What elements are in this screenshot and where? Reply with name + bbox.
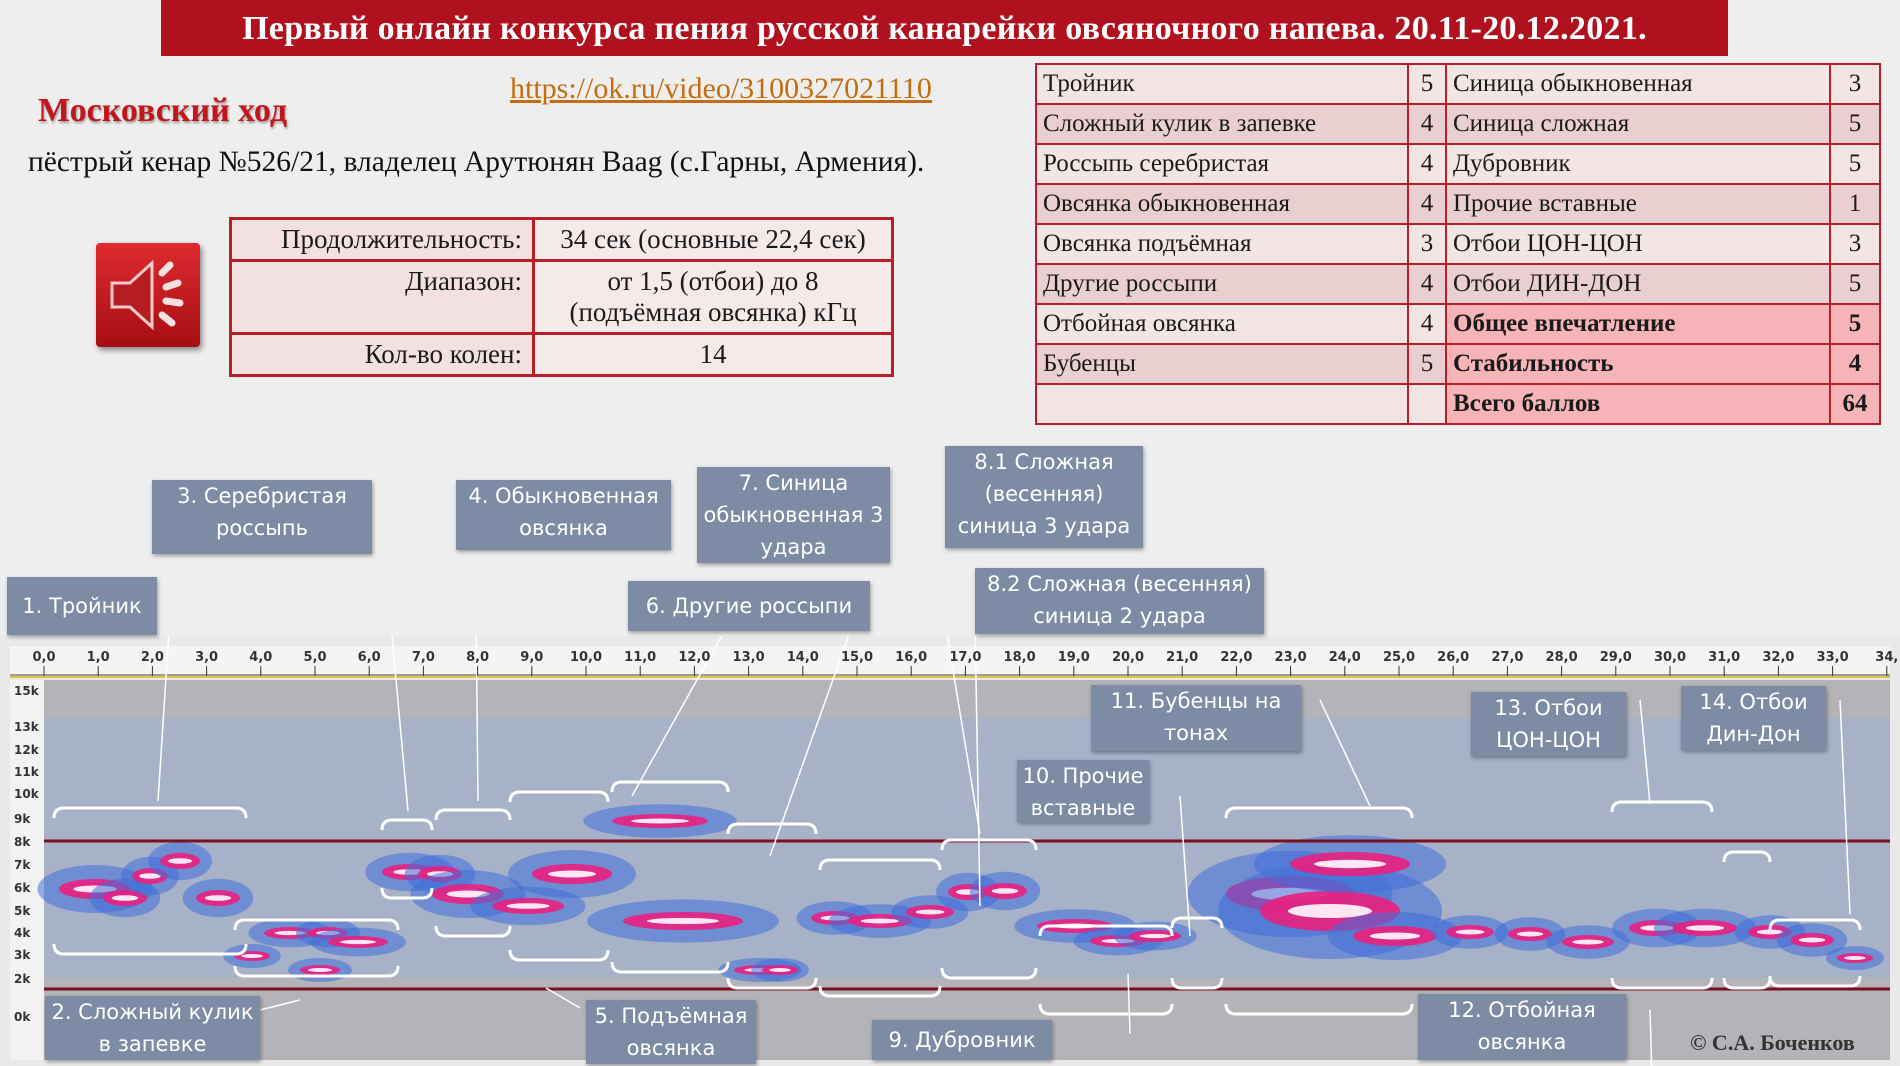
score-value: 5 xyxy=(1830,264,1880,304)
time-tick-label: 15,0 xyxy=(840,650,874,665)
score-value: 3 xyxy=(1830,64,1880,104)
info-row xyxy=(231,219,893,261)
video-link[interactable]: https://ok.ru/video/3100327021110 xyxy=(510,72,932,105)
score-row xyxy=(1036,304,1880,344)
spectro-peak xyxy=(1572,940,1603,945)
callout-9: 9. Дубровник xyxy=(872,1020,1052,1060)
time-tick-label: 30,0 xyxy=(1653,650,1687,665)
time-tick-label: 0,0 xyxy=(32,650,56,665)
time-tick-label: 19,0 xyxy=(1057,650,1090,665)
score-value: 4 xyxy=(1408,184,1446,224)
score-row xyxy=(1036,264,1880,304)
total-value: 64 xyxy=(1830,384,1880,424)
time-tick-label: 32,0 xyxy=(1762,650,1795,665)
score-name: Отбойная овсянка xyxy=(1036,304,1408,344)
time-tick-label: 27,0 xyxy=(1491,650,1524,665)
score-table xyxy=(1035,63,1881,425)
score-name: Овсянка обыкновенная xyxy=(1036,184,1408,224)
time-tick-label: 12,0 xyxy=(678,650,711,665)
freq-tick-label: 9k xyxy=(14,812,31,826)
freq-tick-label: 6k xyxy=(14,881,31,895)
callout-8-2: 8.2 Сложная (весенняя) синица 2 удара xyxy=(975,568,1264,634)
info-value: 14 xyxy=(534,334,893,376)
callout-8-1: 8.1 Сложная (весенняя) синица 3 удара xyxy=(945,446,1143,548)
time-tick-label: 26,0 xyxy=(1437,650,1470,665)
time-tick-label: 17,0 xyxy=(949,650,982,665)
freq-tick-label: 5k xyxy=(14,904,31,918)
info-value: от 1,5 (отбои) до 8 (подъёмная овсянка) кГц xyxy=(534,261,893,334)
freq-tick-label: 13k xyxy=(14,720,39,734)
score-name: Синица обыкновенная xyxy=(1446,64,1830,104)
score-value: 4 xyxy=(1408,304,1446,344)
time-tick-label: 22,0 xyxy=(1220,650,1253,665)
time-tick-label: 33,0 xyxy=(1816,650,1849,665)
freq-tick-label: 10k xyxy=(14,787,39,801)
score-name: Овсянка подъёмная xyxy=(1036,224,1408,264)
time-tick-label: 6,0 xyxy=(357,650,381,665)
time-tick-label: 1,0 xyxy=(86,650,110,665)
score-row xyxy=(1036,344,1880,384)
time-tick-label: 7,0 xyxy=(411,650,435,665)
callout-1: 1. Тройник xyxy=(7,577,157,635)
spectro-peak xyxy=(992,888,1018,894)
score-row xyxy=(1036,144,1880,184)
spectro-peak xyxy=(916,910,945,915)
callout-2: 2. Сложный кулик в запевке xyxy=(45,996,260,1060)
score-name: Россыпь серебристая xyxy=(1036,144,1408,184)
callout-3: 3. Серебристая россыпь xyxy=(152,480,372,554)
score-value: 1 xyxy=(1830,184,1880,224)
spectro-peak xyxy=(647,918,719,924)
callout-4: 4. Обыкновенная овсянка xyxy=(456,480,671,550)
callout-12: 12. Отбойная овсянка xyxy=(1418,994,1626,1060)
freq-tick-label: 0k xyxy=(14,1010,31,1024)
time-tick-label: 16,0 xyxy=(895,650,928,665)
time-tick-label: 18,0 xyxy=(1003,650,1036,665)
time-tick-label: 31,0 xyxy=(1708,650,1741,665)
score-value: 5 xyxy=(1830,144,1880,184)
score-value: 4 xyxy=(1408,104,1446,144)
info-value: 34 сек (основные 22,4 сек) xyxy=(534,219,893,261)
score-name: Другие россыпи xyxy=(1036,264,1408,304)
spectro-peak xyxy=(1314,860,1386,868)
spectro-peak xyxy=(112,895,138,901)
spectro-peak xyxy=(1139,934,1170,938)
score-value: 5 xyxy=(1408,64,1446,104)
spectro-peak xyxy=(1799,938,1825,943)
spectro-peak xyxy=(506,903,549,909)
song-type-title: Московский ход xyxy=(38,92,288,129)
score-name: Прочие вставные xyxy=(1446,184,1830,224)
spectro-peak xyxy=(1686,925,1724,931)
callout-10: 10. Прочие вставные xyxy=(1017,760,1149,822)
freq-tick-label: 7k xyxy=(14,858,31,872)
score-name: Тройник xyxy=(1036,64,1408,104)
spectro-peak xyxy=(205,895,231,901)
score-name: Бубенцы xyxy=(1036,344,1408,384)
time-tick-label: 20,0 xyxy=(1111,650,1145,665)
time-tick-label: 3,0 xyxy=(195,650,219,665)
spectro-peak xyxy=(1456,930,1485,935)
time-tick-label: 24,0 xyxy=(1328,650,1361,665)
freq-tick-label: 2k xyxy=(14,972,31,986)
score-name: Стабильность xyxy=(1446,344,1830,384)
spectro-peak xyxy=(861,919,899,924)
spectro-peak xyxy=(769,968,791,972)
song-info-table xyxy=(229,217,894,377)
freq-tick-label: 12k xyxy=(14,743,39,757)
score-name: Отбои ЦОН-ЦОН xyxy=(1446,224,1830,264)
spectro-peak xyxy=(308,968,332,972)
freq-tick-label: 8k xyxy=(14,835,31,849)
score-row xyxy=(1036,64,1880,104)
total-label: Всего баллов xyxy=(1446,384,1830,424)
spectro-peak xyxy=(340,940,376,944)
score-value: 3 xyxy=(1408,224,1446,264)
score-row xyxy=(1036,104,1880,144)
freq-tick-label: 15k xyxy=(14,684,39,698)
time-tick-label: 5,0 xyxy=(303,650,327,665)
contest-title-banner: Первый онлайн конкурса пения русской канарейки овсяночного напева. 20.11-20.12.2021. xyxy=(161,0,1728,56)
score-name: Отбои ДИН-ДОН xyxy=(1446,264,1830,304)
freq-tick-label: 4k xyxy=(14,926,31,940)
freq-tick-label: 3k xyxy=(14,948,31,962)
callout-14: 14. Отбои Дин-Дон xyxy=(1681,686,1826,750)
score-name: Синица сложная xyxy=(1446,104,1830,144)
spectro-peak xyxy=(548,871,596,878)
score-name: Сложный кулик в запевке xyxy=(1036,104,1408,144)
time-tick-label: 11,0 xyxy=(624,650,657,665)
time-tick-label: 21,0 xyxy=(1166,650,1199,665)
score-row xyxy=(1036,224,1880,264)
callout-11: 11. Бубенцы на тонах xyxy=(1091,685,1301,751)
score-value xyxy=(1408,384,1446,424)
time-tick-label: 10,0 xyxy=(569,650,603,665)
info-label: Кол-во колен: xyxy=(231,334,534,376)
info-label: Диапазон: xyxy=(231,261,534,334)
score-name: Дубровник xyxy=(1446,144,1830,184)
speaker-icon[interactable] xyxy=(96,243,200,347)
info-row xyxy=(231,334,893,376)
score-value: 4 xyxy=(1408,144,1446,184)
copyright: © С.А. Боченков xyxy=(1690,1030,1855,1055)
score-value: 3 xyxy=(1830,224,1880,264)
time-tick-label: 9,0 xyxy=(520,650,544,665)
score-value: 5 xyxy=(1408,344,1446,384)
callout-13: 13. Отбои ЦОН-ЦОН xyxy=(1471,692,1626,756)
callout-6: 6. Другие россыпи xyxy=(628,581,870,631)
time-tick-label: 25,0 xyxy=(1382,650,1416,665)
time-tick-label: 2,0 xyxy=(140,650,164,665)
spectro-peak xyxy=(631,819,689,824)
bird-info: пёстрый кенар №526/21, владелец Арутюнян Ваag (с.Гарны, Армения). xyxy=(28,146,925,178)
time-tick-label: 14,0 xyxy=(786,650,819,665)
score-row xyxy=(1036,184,1880,224)
info-label: Продолжительность: xyxy=(231,219,534,261)
time-tick-label: 8,0 xyxy=(466,650,490,665)
score-value: 5 xyxy=(1830,104,1880,144)
spectro-peak xyxy=(1757,930,1783,935)
time-tick-label: 29,0 xyxy=(1599,650,1632,665)
score-value: 4 xyxy=(1408,264,1446,304)
time-tick-label: 13,0 xyxy=(732,650,765,665)
score-value: 4 xyxy=(1830,344,1880,384)
info-row xyxy=(231,261,893,334)
freq-tick-label: 11k xyxy=(14,765,39,779)
spectro-peak xyxy=(241,954,263,958)
time-tick-label: 4,0 xyxy=(249,650,273,665)
score-name xyxy=(1036,384,1408,424)
callout-7: 7. Синица обыкновенная 3 удара xyxy=(697,467,890,563)
spectro-peak xyxy=(1517,932,1543,937)
spectro-peak xyxy=(1844,956,1866,960)
time-tick-label: 23,0 xyxy=(1274,650,1307,665)
score-row xyxy=(1036,384,1880,424)
score-name: Общее впечатление xyxy=(1446,304,1830,344)
score-value: 5 xyxy=(1830,304,1880,344)
spectro-peak xyxy=(168,858,192,864)
time-tick-label: 34, xyxy=(1875,650,1899,665)
spectro-peak xyxy=(1370,933,1420,940)
callout-5: 5. Подъёмная овсянка xyxy=(586,1000,756,1064)
time-tick-label: 28,0 xyxy=(1545,650,1578,665)
